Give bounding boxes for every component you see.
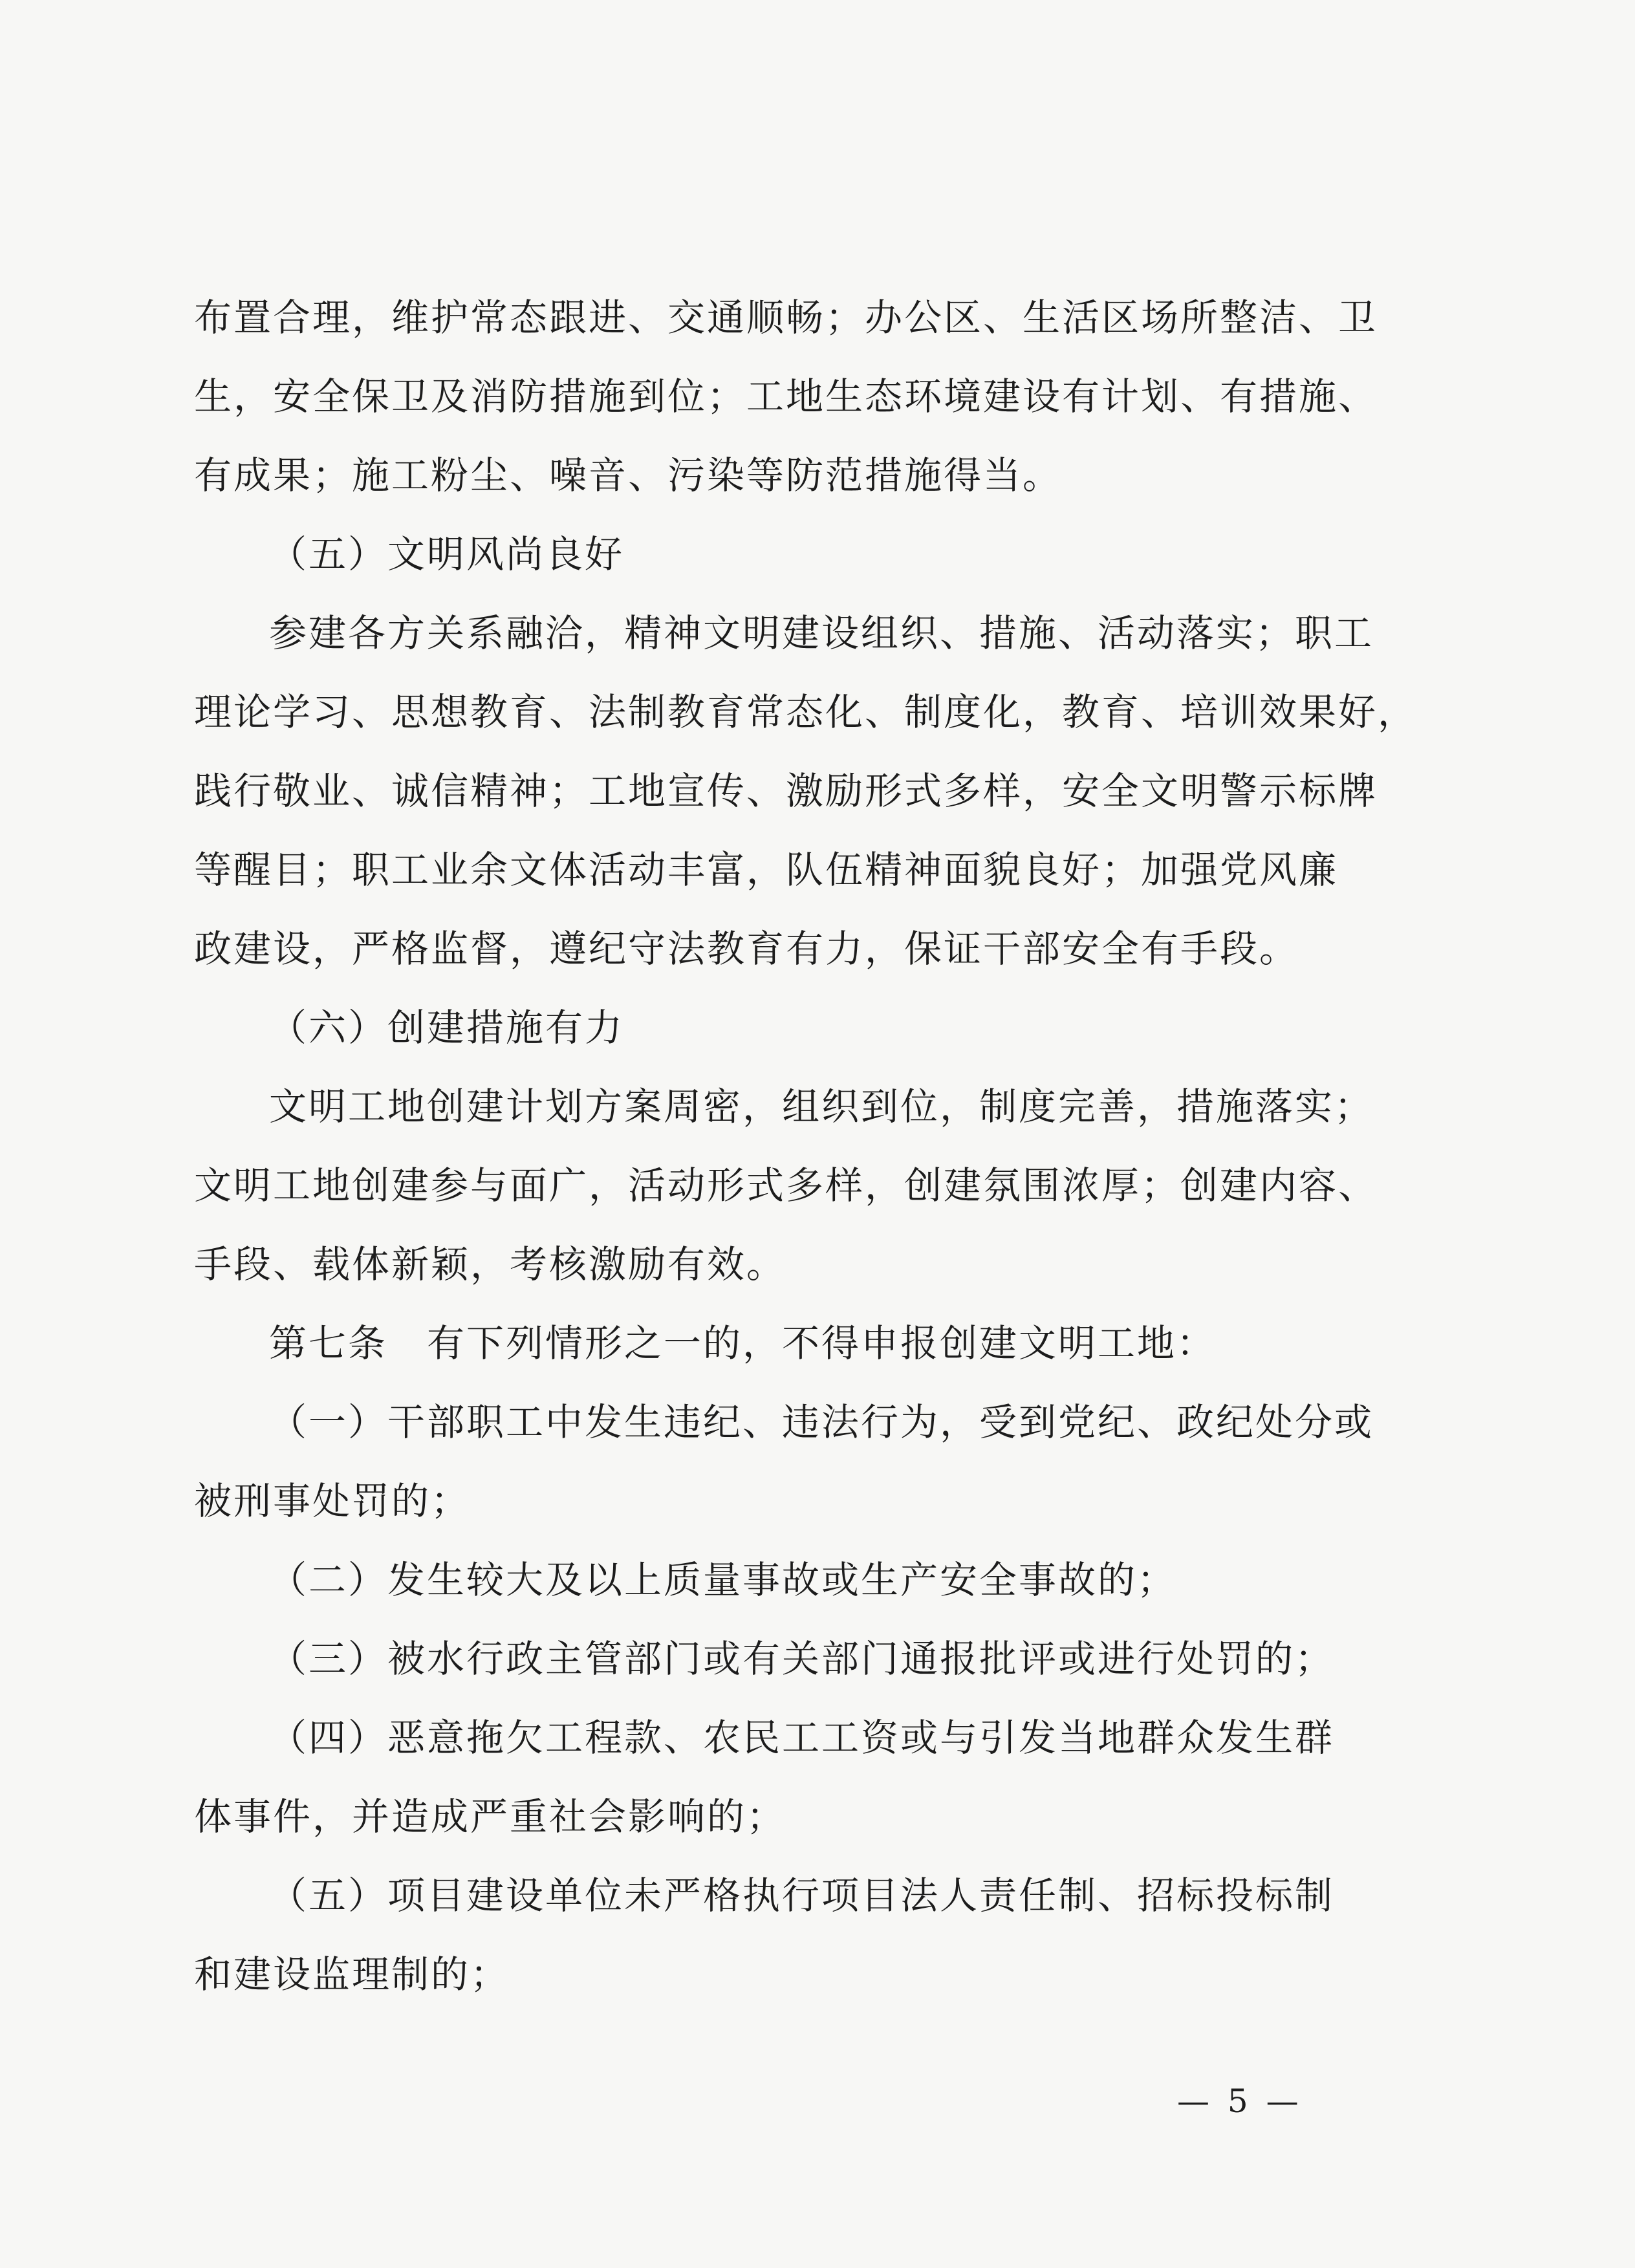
body-text xyxy=(194,278,1418,2014)
text-line: 生，安全保卫及消防措施到位；工地生态环境建设有计划、有措施、 xyxy=(194,374,1378,418)
text-line: 理论学习、思想教育、法制教育常态化、制度化，教育、培训效果好， xyxy=(194,690,1418,734)
text-line: 文明工地创建参与面广，活动形式多样，创建氛围浓厚；创建内容、 xyxy=(194,1163,1378,1207)
text-line: 体事件，并造成严重社会影响的； xyxy=(194,1795,786,1839)
list-item: （一）干部职工中发生违纪、违法行为，受到党纪、政纪处分或 xyxy=(269,1400,1374,1444)
text-line: 践行敬业、诚信精神；工地宣传、激励形式多样，安全文明警示标牌 xyxy=(194,769,1378,813)
text-line: 政建设，严格监督，遵纪守法教育有力，保证干部安全有手段。 xyxy=(194,927,1299,971)
text-line: 布置合理，维护常态跟进、交通顺畅；办公区、生活区场所整洁、卫 xyxy=(194,296,1378,340)
list-item: （三）被水行政主管部门或有关部门通报批评或进行处罚的； xyxy=(269,1637,1335,1681)
text-line: 等醒目；职工业余文体活动丰富，队伍精神面貌良好；加强党风廉 xyxy=(194,848,1339,892)
text-line: 手段、载体新颖，考核激励有效。 xyxy=(194,1242,786,1286)
section-heading: （六）创建措施有力 xyxy=(269,1006,625,1050)
text-line: 文明工地创建计划方案周密，组织到位，制度完善，措施落实； xyxy=(269,1085,1374,1129)
text-line: 和建设监理制的； xyxy=(194,1952,510,1996)
text-line: 被刑事处罚的； xyxy=(194,1479,471,1523)
article-heading: 第七条 有下列情形之一的，不得申报创建文明工地： xyxy=(269,1321,1217,1365)
text-line: 有成果；施工粉尘、噪音、污染等防范措施得当。 xyxy=(194,453,1063,497)
list-item: （四）恶意拖欠工程款、农民工工资或与引发当地群众发生群 xyxy=(269,1716,1335,1760)
page-number: — 5 — xyxy=(1177,2082,1303,2120)
list-item: （五）项目建设单位未严格执行项目法人责任制、招标投标制 xyxy=(269,1874,1335,1917)
text-line: 参建各方关系融洽，精神文明建设组织、措施、活动落实；职工 xyxy=(269,611,1374,655)
list-item: （二）发生较大及以上质量事故或生产安全事故的； xyxy=(269,1558,1177,1602)
section-heading: （五）文明风尚良好 xyxy=(269,532,625,576)
